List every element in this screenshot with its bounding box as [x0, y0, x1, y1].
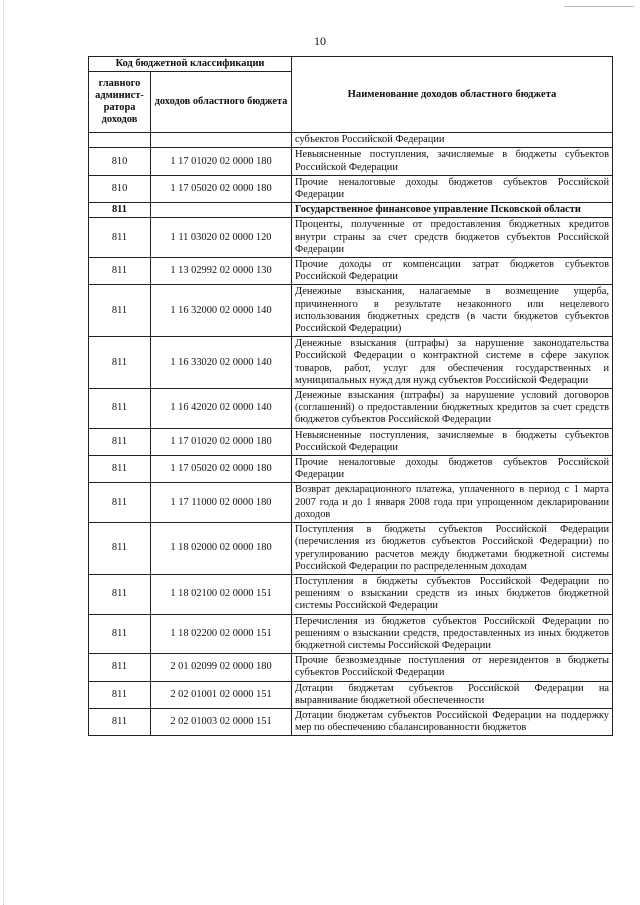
income-name-cell: Возврат декларационного платежа, уплаченного в период с 1 марта 2007 года и до 1 января 2008 года при упрощенном декларировании доходов [292, 483, 613, 523]
income-name-cell: Денежные взыскания, налагаемые в возмещение ущерба, причиненного в результате незаконного или нецелевого использования бюджетных средств (в части бюджетов субъектов Российской Федерации) [292, 285, 613, 337]
income-name-cell: Денежные взыскания (штрафы) за нарушение законодательства Российской Федерации о контрактной системе в сфере закупок товаров, работ, услуг для обеспечения государственных и муниципальных нужд для нужд субъектов Российской Федерации [292, 337, 613, 389]
table-row [89, 428, 613, 455]
table-body [89, 133, 613, 736]
table-row [89, 285, 613, 337]
admin-code-cell: 810 [89, 175, 151, 202]
income-code-cell: 1 16 32000 02 0000 140 [151, 285, 292, 337]
income-code-cell: 1 11 03020 02 0000 120 [151, 218, 292, 258]
income-name-cell: Дотации бюджетам субъектов Российской Федерации на поддержку мер по обеспечению сбалансированности бюджетов [292, 708, 613, 735]
table-row [89, 574, 613, 614]
income-name-cell: Денежные взыскания (штрафы) за нарушение условий договоров (соглашений) о предоставлении бюджетных кредитов за счет средств бюджетов субъектов Российской Федерации [292, 389, 613, 429]
classification-code-header: Код бюджетной классификации [89, 57, 292, 72]
income-code-cell: 1 18 02000 02 0000 180 [151, 523, 292, 575]
scan-corner-mark [564, 6, 634, 7]
admin-code-cell: 811 [89, 614, 151, 654]
income-name-cell: Проценты, полученные от предоставления бюджетных кредитов внутри страны за счет средств бюджетов субъектов Российской Федерации [292, 218, 613, 258]
income-code-cell: 1 17 11000 02 0000 180 [151, 483, 292, 523]
income-name-header: Наименование доходов областного бюджета [292, 57, 613, 133]
table-row [89, 175, 613, 202]
income-name-cell: Государственное финансовое управление Псковской области [292, 203, 613, 218]
scan-edge-line [3, 0, 4, 905]
table-row [89, 523, 613, 575]
income-name-cell: Дотации бюджетам субъектов Российской Федерации на выравнивание бюджетной обеспеченности [292, 681, 613, 708]
admin-code-cell: 811 [89, 456, 151, 483]
continuation-row [89, 133, 613, 148]
admin-code-cell: 811 [89, 389, 151, 429]
income-name-cell: Поступления в бюджеты субъектов Российской Федерации по решениям о взыскании средств из иных бюджетов бюджетной системы Российской Федерации [292, 574, 613, 614]
continuation-text: субъектов Российской Федерации [292, 133, 613, 148]
admin-code-cell: 810 [89, 148, 151, 175]
table-row [89, 258, 613, 285]
income-code-column-header: доходов областного бюджета [151, 72, 292, 133]
income-code-cell: 1 17 01020 02 0000 180 [151, 428, 292, 455]
income-code-cell: 2 02 01001 02 0000 151 [151, 681, 292, 708]
table-row [89, 456, 613, 483]
table-row [89, 148, 613, 175]
income-code-cell: 1 17 01020 02 0000 180 [151, 148, 292, 175]
table-row [89, 337, 613, 389]
admin-code-cell: 811 [89, 574, 151, 614]
income-code-cell: 1 17 05020 02 0000 180 [151, 456, 292, 483]
admin-code-cell: 811 [89, 428, 151, 455]
admin-code-cell: 811 [89, 218, 151, 258]
admin-code-cell: 811 [89, 681, 151, 708]
income-code-cell: 1 16 33020 02 0000 140 [151, 337, 292, 389]
table-row [89, 654, 613, 681]
income-code-cell: 2 02 01003 02 0000 151 [151, 708, 292, 735]
admin-code-cell: 811 [89, 203, 151, 218]
table-row [89, 203, 613, 218]
table-row [89, 708, 613, 735]
admin-code-cell: 811 [89, 523, 151, 575]
page-number: 10 [314, 34, 326, 48]
income-name-cell: Прочие неналоговые доходы бюджетов субъектов Российской Федерации [292, 456, 613, 483]
admin-code-cell: 811 [89, 258, 151, 285]
income-code-cell: 1 18 02200 02 0000 151 [151, 614, 292, 654]
admin-code-cell: 811 [89, 285, 151, 337]
income-name-cell: Прочие неналоговые доходы бюджетов субъектов Российской Федерации [292, 175, 613, 202]
income-name-cell: Невыясненные поступления, зачисляемые в бюджеты субъектов Российской Федерации [292, 148, 613, 175]
income-name-cell: Невыясненные поступления, зачисляемые в бюджеты субъектов Российской Федерации [292, 428, 613, 455]
table-row [89, 483, 613, 523]
budget-classification-table [88, 56, 613, 736]
income-name-cell: Прочие безвозмездные поступления от нерезидентов в бюджеты субъектов Российской Федерации [292, 654, 613, 681]
admin-code-cell [89, 133, 151, 148]
income-name-cell: Перечисления из бюджетов субъектов Российской Федерации по решениям о взыскании средств, предоставленных из иных бюджетов бюджетной системы Российской Федерации [292, 614, 613, 654]
admin-code-cell: 811 [89, 337, 151, 389]
income-code-cell: 1 17 05020 02 0000 180 [151, 175, 292, 202]
income-code-cell: 2 01 02099 02 0000 180 [151, 654, 292, 681]
income-code-cell [151, 203, 292, 218]
table-row [89, 681, 613, 708]
income-code-cell: 1 13 02992 02 0000 130 [151, 258, 292, 285]
income-name-cell: Прочие доходы от компенсации затрат бюджетов субъектов Российской Федерации [292, 258, 613, 285]
table-row [89, 614, 613, 654]
table-row [89, 218, 613, 258]
income-code-cell: 1 16 42020 02 0000 140 [151, 389, 292, 429]
table-header [89, 57, 613, 133]
income-code-cell: 1 18 02100 02 0000 151 [151, 574, 292, 614]
admin-code-cell: 811 [89, 483, 151, 523]
income-name-cell: Поступления в бюджеты субъектов Российской Федерации (перечисления из бюджетов субъектов Российской Федерации) по урегулированию расчетов между бюджетами бюджетной системы Российской Федерации по распределенным доходам [292, 523, 613, 575]
admin-column-header: главного админист-ратора доходов [89, 72, 151, 133]
admin-code-cell: 811 [89, 708, 151, 735]
table-row [89, 389, 613, 429]
admin-code-cell: 811 [89, 654, 151, 681]
income-code-cell [151, 133, 292, 148]
